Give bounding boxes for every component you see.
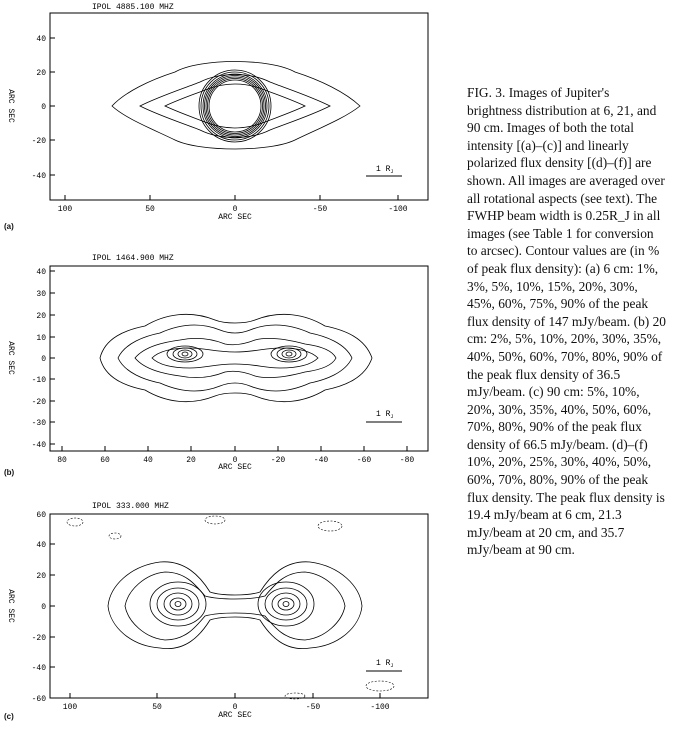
panel-a-xtick: -50 bbox=[312, 205, 328, 214]
figure-caption-body: Images of Jupiter's brightness distribution at 6, 21, and 90 cm. Images of both the total intensity [(a)–(c)] and linearly polarized flux density [(d)–(f)] are shown. All images are averaged over all rotational aspects (see text). The FWHP beam width is 0.25R_J in all images (see Table 1 for conversion to arcsec). Contour values are (in % of peak flux density): (a) 6 cm: 1%, 3%, 5%, 10%, 15%, 20%, 30%, 45%, 60%, 75%, 90% of the peak flux density of 147 mJy/beam. (b) 20 cm: 2%, 5%, 10%, 20%, 30%, 35%, 40%, 50%, 60%, 70%, 80%, 90% of the peak flux density of 36.5 mJy/beam. (c) 90 cm: 5%, 10%, 20%, 30%, 35%, 40%, 50%, 60%, 70%, 80%, 90% of the peak flux density of 66.5 mJy/beam. (d)–(f) 10%, 20%, 25%, 30%, 40%, 50%, 60%, 70%, 80%, 90% of the peak flux density. The peak flux density is 19.4 mJy/beam at 6 cm, 21.3 mJy/beam at 20 cm, and 35.7 mJy/beam at 90 cm. bbox=[467, 85, 666, 558]
panel-a-ytick: 40 bbox=[36, 35, 46, 44]
panel-b-frame bbox=[50, 266, 428, 451]
panel-b-contours bbox=[100, 314, 372, 401]
panel-a-ytick: -20 bbox=[31, 137, 46, 146]
panel-c-yticks bbox=[32, 511, 55, 704]
panel-b-xtick: -80 bbox=[399, 456, 415, 465]
panel-b-letter: (b) bbox=[4, 468, 15, 477]
panel-a-contours bbox=[112, 62, 360, 150]
panel-a-title: IPOL 4885.100 MHZ bbox=[92, 3, 174, 12]
panel-b-xtick: 20 bbox=[186, 456, 196, 465]
panel-a-xtick: 0 bbox=[232, 205, 238, 214]
figure-caption bbox=[467, 84, 667, 559]
panel-c bbox=[0, 496, 440, 731]
panel-b-ytick: -10 bbox=[31, 376, 46, 385]
panel-b-xtick: 0 bbox=[232, 456, 238, 465]
panel-b-xtick: 80 bbox=[57, 456, 67, 465]
panel-c-ylabel: ARC SEC bbox=[6, 589, 15, 623]
panel-c-scale-label: 1 $R_J$ bbox=[376, 659, 394, 669]
panel-a-letter: (a) bbox=[4, 222, 14, 231]
panel-b bbox=[0, 248, 440, 478]
figure-caption-lead: FIG. 3. bbox=[467, 85, 506, 100]
panel-a-ylabel: ARC SEC bbox=[6, 89, 15, 123]
panel-c-title: IPOL 333.000 MHZ bbox=[92, 502, 169, 511]
panel-b-ytick: -20 bbox=[31, 398, 46, 407]
panel-c-xtick: -100 bbox=[370, 703, 390, 712]
panel-c-ytick: 0 bbox=[41, 603, 46, 612]
panel-c-ytick: 20 bbox=[36, 572, 46, 581]
panel-b-xtick: -40 bbox=[313, 456, 329, 465]
panel-a-ytick: 20 bbox=[36, 69, 46, 78]
panel-b-ytick: 40 bbox=[36, 268, 46, 277]
panel-b-ytick: 20 bbox=[36, 312, 46, 321]
panel-c-ytick: -60 bbox=[31, 695, 46, 704]
panel-a-xtick: -100 bbox=[388, 205, 408, 214]
panel-a-frame bbox=[50, 13, 428, 200]
panel-b-ytick: 10 bbox=[36, 334, 46, 343]
panel-b-xtick: -60 bbox=[356, 456, 372, 465]
panel-b-ytick: -40 bbox=[31, 441, 46, 450]
panel-a bbox=[0, 0, 440, 235]
panel-c-frame bbox=[50, 514, 428, 698]
panel-a-xtick: 100 bbox=[57, 205, 73, 214]
panel-a-yticks bbox=[32, 35, 55, 181]
panel-b-ytick: 0 bbox=[41, 355, 46, 364]
panel-c-ytick: 60 bbox=[36, 511, 46, 520]
panel-c-contours bbox=[108, 562, 362, 649]
panel-b-xtick: -20 bbox=[270, 456, 286, 465]
panel-c-xticks bbox=[63, 693, 390, 712]
panel-b-yticks bbox=[32, 268, 55, 450]
panel-c-ytick: -20 bbox=[31, 634, 46, 643]
panel-c-xtick: 50 bbox=[152, 703, 162, 712]
panel-b-ytick: -30 bbox=[31, 419, 46, 428]
panel-b-scale-label: 1 $R_J$ bbox=[376, 410, 394, 420]
panel-b-ylabel: ARC SEC bbox=[6, 341, 15, 375]
panel-c-xtick: 100 bbox=[62, 703, 78, 712]
panel-c-ytick: -40 bbox=[31, 664, 46, 673]
panel-a-xlabel: ARC SEC bbox=[218, 213, 252, 222]
panel-a-xtick: 50 bbox=[145, 205, 155, 214]
panel-c-xlabel: ARC SEC bbox=[218, 711, 252, 720]
panel-b-ytick: 30 bbox=[36, 290, 46, 299]
panel-c-letter: (c) bbox=[4, 712, 14, 721]
panel-c-ytick: 40 bbox=[36, 541, 46, 550]
panel-c-xtick: -50 bbox=[305, 703, 321, 712]
panel-b-xtick: 40 bbox=[143, 456, 153, 465]
panel-a-xticks bbox=[58, 195, 408, 214]
panel-b-xtick: 60 bbox=[100, 456, 110, 465]
panel-a-scale-label: 1 $R_J$ bbox=[376, 165, 394, 175]
panel-a-ytick: -40 bbox=[31, 172, 46, 181]
panel-b-title: IPOL 1464.900 MHZ bbox=[92, 254, 174, 263]
panel-b-xlabel: ARC SEC bbox=[218, 463, 252, 472]
panel-c-xtick: 0 bbox=[232, 703, 238, 712]
panel-a-ytick: 0 bbox=[41, 103, 46, 112]
